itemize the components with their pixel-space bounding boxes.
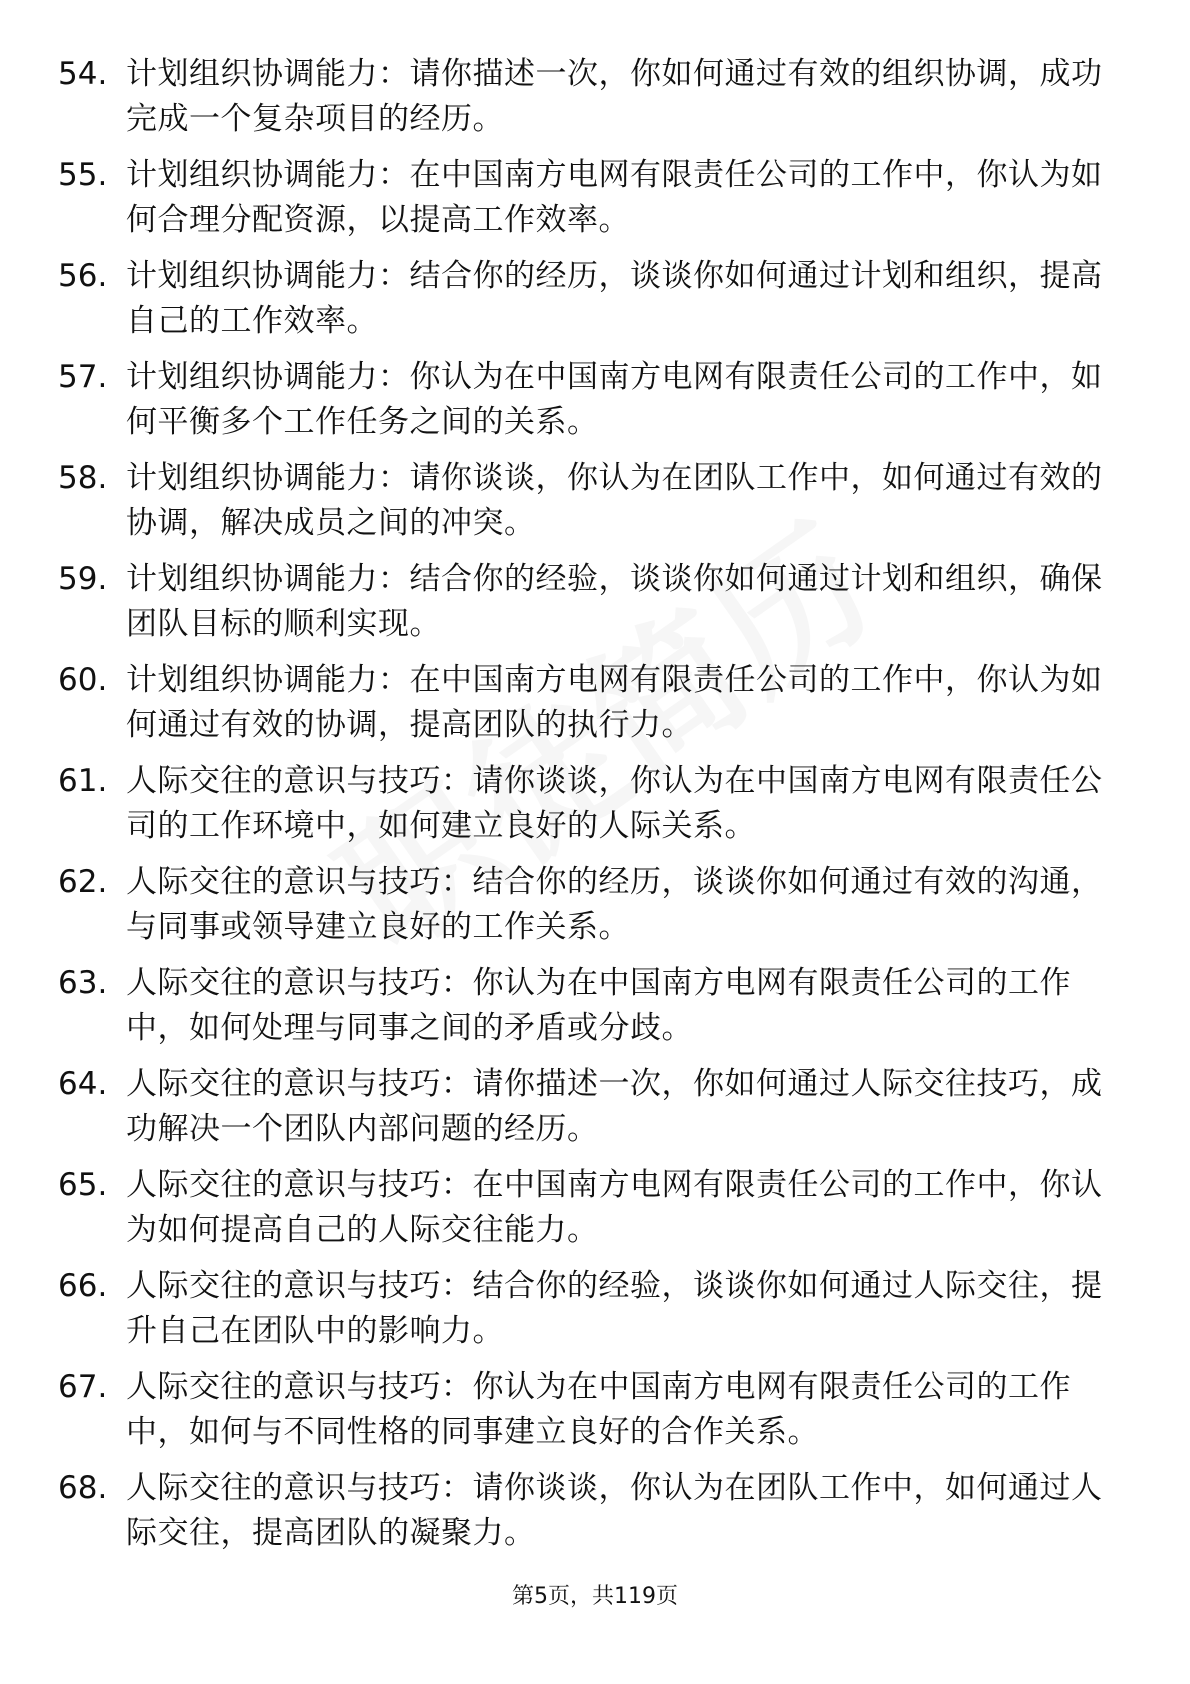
question-text: 人际交往的意识与技巧：你认为在中国南方电网有限责任公司的工作中，如何处理与同事之间的矛盾或分歧。 [126, 965, 1071, 1046]
question-item [58, 153, 1118, 243]
question-text: 计划组织协调能力：请你描述一次，你如何通过有效的组织协调，成功完成一个复杂项目的经历。 [126, 56, 1103, 137]
question-text: 人际交往的意识与技巧：在中国南方电网有限责任公司的工作中，你认为如何提高自己的人际交往能力。 [126, 1167, 1103, 1248]
question-number: 56. [58, 258, 108, 294]
question-number: 65. [58, 1167, 108, 1203]
question-number: 59. [58, 561, 108, 597]
question-text: 计划组织协调能力：你认为在中国南方电网有限责任公司的工作中，如何平衡多个工作任务之间的关系。 [126, 359, 1103, 440]
question-text: 人际交往的意识与技巧：请你描述一次，你如何通过人际交往技巧，成功解决一个团队内部问题的经历。 [126, 1066, 1103, 1147]
question-number: 63. [58, 965, 108, 1001]
question-item [58, 961, 1118, 1051]
question-item [58, 456, 1118, 546]
question-item [58, 557, 1118, 647]
question-text: 人际交往的意识与技巧：请你谈谈，你认为在团队工作中，如何通过人际交往，提高团队的凝聚力。 [126, 1470, 1103, 1551]
question-text: 计划组织协调能力：请你谈谈，你认为在团队工作中，如何通过有效的协调，解决成员之间的冲突。 [126, 460, 1103, 541]
question-number: 55. [58, 157, 108, 193]
question-list [58, 52, 1118, 1567]
question-number: 66. [58, 1268, 108, 1304]
question-item [58, 1466, 1118, 1556]
question-number: 58. [58, 460, 108, 496]
question-item [58, 355, 1118, 445]
question-item [58, 1163, 1118, 1253]
question-number: 64. [58, 1066, 108, 1102]
question-text: 计划组织协调能力：在中国南方电网有限责任公司的工作中，你认为如何合理分配资源，以提高工作效率。 [126, 157, 1103, 238]
question-text: 计划组织协调能力：在中国南方电网有限责任公司的工作中，你认为如何通过有效的协调，提高团队的执行力。 [126, 662, 1103, 743]
question-text: 计划组织协调能力：结合你的经历，谈谈你如何通过计划和组织，提高自己的工作效率。 [126, 258, 1103, 339]
question-item [58, 1365, 1118, 1455]
question-number: 54. [58, 56, 108, 92]
question-number: 67. [58, 1369, 108, 1405]
question-text: 人际交往的意识与技巧：结合你的经历，谈谈你如何通过有效的沟通，与同事或领导建立良好的工作关系。 [126, 864, 1103, 945]
question-number: 61. [58, 763, 108, 799]
question-text: 人际交往的意识与技巧：结合你的经验，谈谈你如何通过人际交往，提升自己在团队中的影响力。 [126, 1268, 1103, 1349]
question-number: 62. [58, 864, 108, 900]
question-text: 人际交往的意识与技巧：你认为在中国南方电网有限责任公司的工作中，如何与不同性格的同事建立良好的合作关系。 [126, 1369, 1071, 1450]
question-number: 60. [58, 662, 108, 698]
question-item [58, 759, 1118, 849]
question-item [58, 860, 1118, 950]
question-number: 68. [58, 1470, 108, 1506]
page-number: 第5页，共119页 [512, 1584, 678, 1609]
question-item [58, 658, 1118, 748]
question-item [58, 254, 1118, 344]
question-text: 人际交往的意识与技巧：请你谈谈，你认为在中国南方电网有限责任公司的工作环境中，如何建立良好的人际关系。 [126, 763, 1103, 844]
question-item [58, 1264, 1118, 1354]
question-item [58, 1062, 1118, 1152]
question-item [58, 52, 1118, 142]
question-number: 57. [58, 359, 108, 395]
question-text: 计划组织协调能力：结合你的经验，谈谈你如何通过计划和组织，确保团队目标的顺利实现。 [126, 561, 1103, 642]
